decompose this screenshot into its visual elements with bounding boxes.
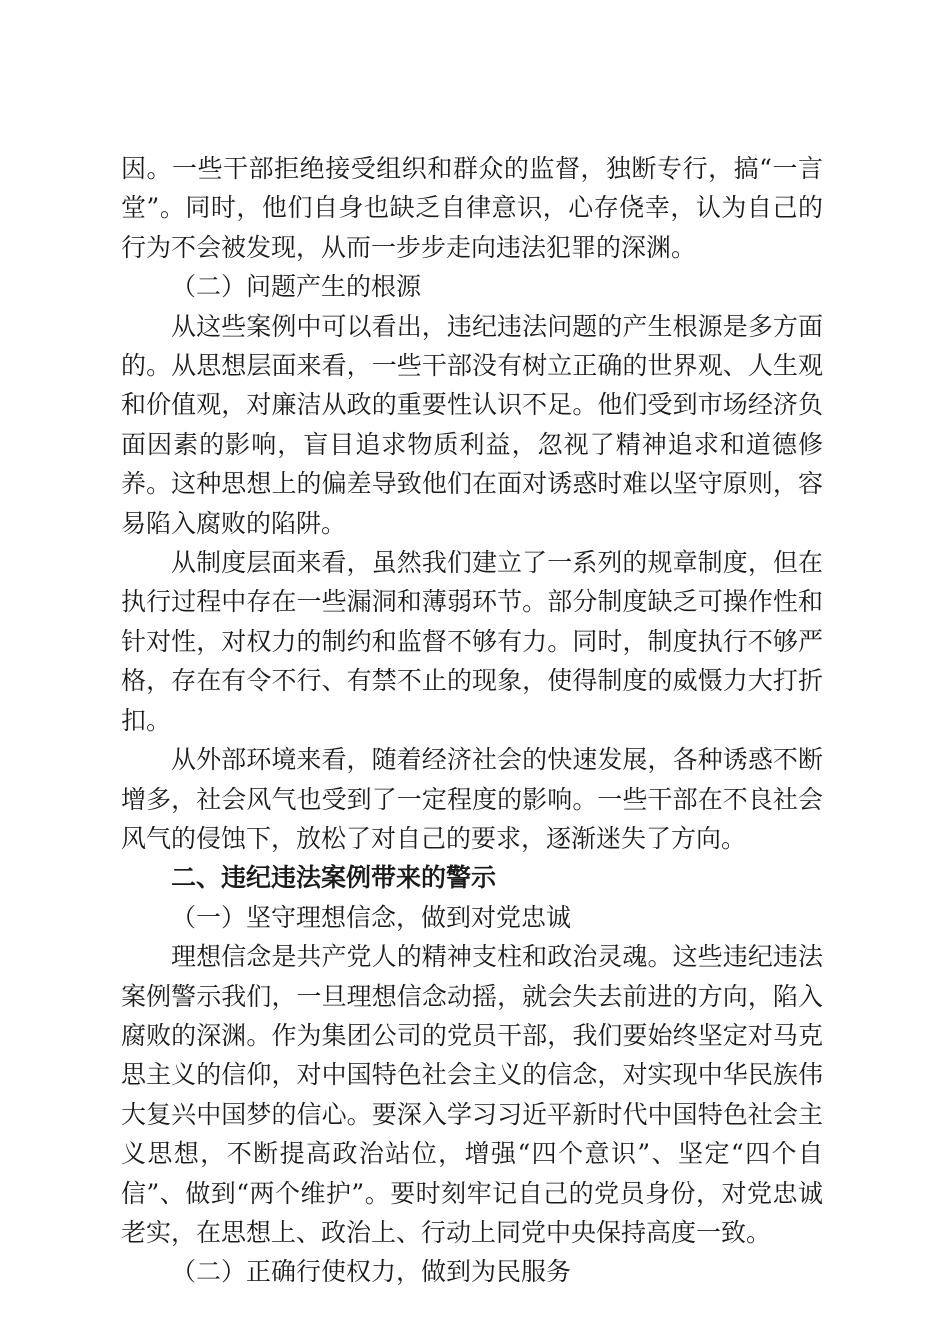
paragraph-system: 从制度层面来看，虽然我们建立了一系列的规章制度，但在执行过程中存在一些漏洞和薄弱环节。部分制度缺乏可操作性和针对性，对权力的制约和监督不够有力。同时，制度执行不够严格，存在有令不行、有禁不止的现象，使得制度的威慑力大打折扣。 [121,548,823,735]
subheading-root-causes: （二）问题产生的根源 [171,272,422,302]
subheading-power: （二）正确行使权力，做到为民服务 [171,1257,572,1287]
paragraph-ideals: 理想信念是共产党人的精神支柱和政治灵魂。这些违纪违法案例警示我们，一旦理想信念动摇，就会失去前进的方向，陷入腐败的深渊。作为集团公司的党员干部，我们要始终坚定对马克思主义的信仰，对中国特色社会主义的信念，对实现中华民族伟大复兴中国梦的信心。要深入学习习近平新时代中国特色社会主义思想，不断提高政治站位，增强“四个意识”、坚定“四个自信”、做到“两个维护”。要时刻牢记自己的党员身份，对党忠诚老实，在思想上、政治上、行动上同党中央保持高度一致。 [121,942,823,1247]
paragraph-ideology: 从这些案例中可以看出，违纪违法问题的产生根源是多方面的。从思想层面来看，一些干部没有树立正确的世界观、人生观和价值观，对廉洁从政的重要性认识不足。他们受到市场经济负面因素的影响，盲目追求物质利益，忽视了精神追求和道德修养。这种思想上的偏差导致他们在面对诱惑时难以坚守原则，容易陷入腐败的陷阱。 [121,311,823,538]
paragraph-environment: 从外部环境来看，随着经济社会的快速发展，各种诱惑不断增多，社会风气也受到了一定程度的影响。一些干部在不良社会风气的侵蚀下，放松了对自己的要求，逐渐迷失了方向。 [121,745,823,853]
subheading-ideals: （一）坚守理想信念，做到对党忠诚 [171,902,572,932]
heading-warnings: 二、违纪违法案例带来的警示 [171,863,497,893]
document-body [121,149,823,1292]
paragraph-continued: 因。一些干部拒绝接受组织和群众的监督，独断专行，搞“一言堂”。同时，他们自身也缺乏自律意识，心存侥幸，认为自己的行为不会被发现，从而一步步走向违法犯罪的深渊。 [121,154,823,262]
